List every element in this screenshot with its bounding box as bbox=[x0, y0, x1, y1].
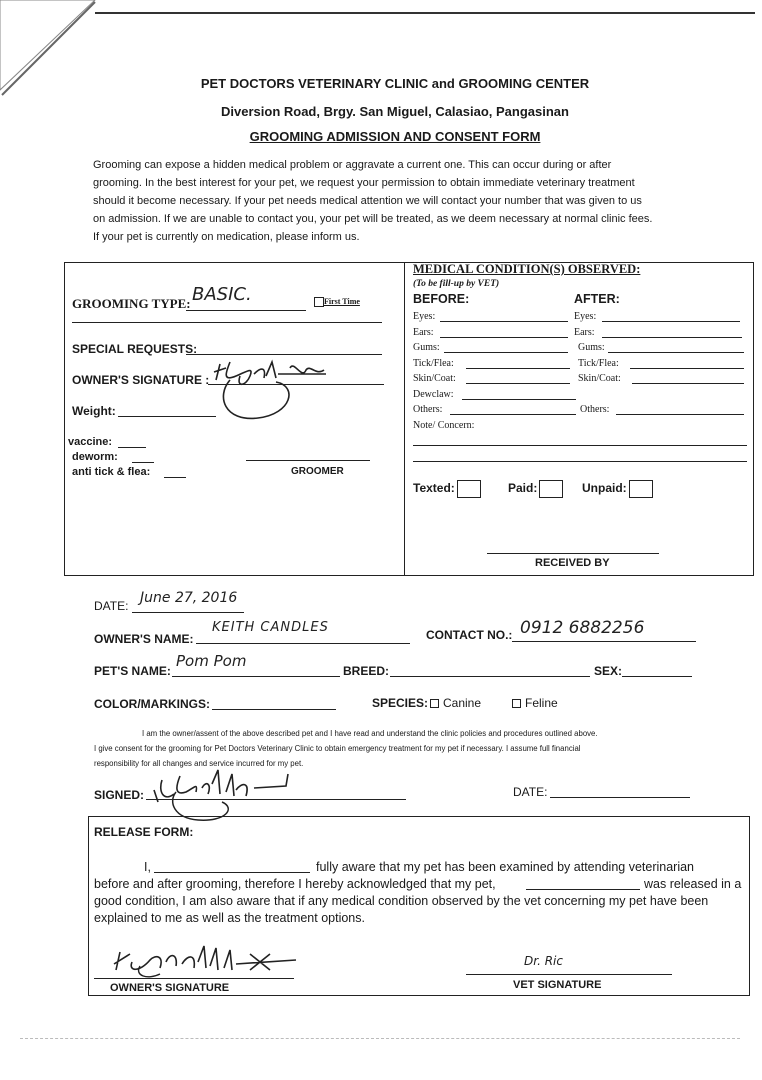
color-label: COLOR/MARKINGS: bbox=[94, 697, 210, 711]
before-gums-label: Gums: bbox=[413, 342, 440, 353]
intro-line: should it become necessary. If your pet needs medical attention we will contact your number that was given to us bbox=[93, 195, 642, 207]
after-tickflea-label: Tick/Flea: bbox=[578, 358, 619, 369]
breed-label: BREED: bbox=[343, 664, 390, 678]
owner-signature-label: OWNER'S SIGNATURE : bbox=[72, 373, 210, 387]
texted-label bbox=[413, 480, 481, 498]
grooming-type-value: BASIC. bbox=[192, 284, 252, 305]
owner-name-value: KEITH CANDLES bbox=[212, 620, 329, 635]
medical-title: MEDICAL CONDITION(S) OBSERVED: bbox=[413, 262, 641, 276]
release-p1-end: fully aware that my pet has been examined by attending veterinarian bbox=[316, 860, 695, 874]
note-line-1 bbox=[413, 445, 747, 446]
first-time-label: First Time bbox=[324, 297, 360, 306]
paid-checkbox[interactable] bbox=[539, 480, 563, 498]
before-others-label: Others: bbox=[413, 404, 443, 415]
before-skincoat-label: Skin/Coat: bbox=[413, 373, 456, 384]
after-others-label: Others: bbox=[580, 404, 610, 415]
signed-label: SIGNED: bbox=[94, 788, 145, 802]
consent-line-1: I am the owner/assent of the above described pet and I have read and understand the clinic policies and procedures outlined above. bbox=[142, 729, 598, 738]
paid-label bbox=[508, 480, 563, 498]
unpaid-text: Unpaid: bbox=[582, 481, 627, 496]
species-canine-option[interactable] bbox=[430, 696, 481, 710]
before-gums-line bbox=[444, 352, 568, 353]
intro-line: on admission. If we are unable to contact you, your pet will be treated, as we deem necessary at normal clinic fees. bbox=[93, 213, 653, 225]
release-p2-end: was released in a bbox=[644, 877, 742, 891]
first-time-checkbox[interactable] bbox=[314, 297, 324, 307]
after-eyes-label: Eyes: bbox=[574, 311, 597, 322]
date-line bbox=[132, 612, 244, 613]
color-line bbox=[212, 709, 336, 710]
consent-date-label: DATE: bbox=[513, 785, 548, 799]
consent-line-2: I give consent for the grooming for Pet Doctors Veterinary Clinic to obtain emergency treatment for my pet if necessary. I assume full financial bbox=[94, 744, 581, 753]
texted-text: Texted: bbox=[413, 481, 455, 496]
anti-tick-label: anti tick & flea: bbox=[72, 466, 151, 478]
feline-checkbox[interactable] bbox=[512, 699, 521, 708]
anti-tick-line bbox=[164, 477, 186, 478]
contact-line bbox=[512, 641, 696, 642]
owner-signature-scribble bbox=[206, 356, 351, 426]
before-dewclaw-line bbox=[462, 399, 576, 400]
deworm-label: deworm: bbox=[72, 451, 118, 463]
feline-text: Feline bbox=[525, 696, 558, 710]
after-ears-line bbox=[602, 337, 742, 338]
vaccine-label: vaccine: bbox=[68, 436, 113, 448]
before-ears-label: Ears: bbox=[413, 327, 434, 338]
before-skincoat-line bbox=[466, 383, 570, 384]
intro-paragraph bbox=[93, 156, 713, 246]
grooming-type-line bbox=[186, 310, 306, 311]
vet-sig-label: VET SIGNATURE bbox=[513, 979, 602, 991]
after-gums-line bbox=[608, 352, 744, 353]
before-eyes-label: Eyes: bbox=[413, 311, 436, 322]
after-gums-label: Gums: bbox=[578, 342, 605, 353]
owner-name-label: OWNER'S NAME: bbox=[94, 632, 194, 646]
date-value: June 27, 2016 bbox=[140, 590, 238, 606]
after-skincoat-line bbox=[632, 383, 744, 384]
release-owner-sig-line bbox=[94, 978, 294, 979]
release-owner-sig-label: OWNER'S SIGNATURE bbox=[110, 982, 230, 994]
note-label: Note/ Concern: bbox=[413, 420, 475, 431]
weight-label: Weight: bbox=[72, 404, 116, 418]
after-others-line bbox=[616, 414, 744, 415]
clinic-address: Diversion Road, Brgy. San Miguel, Calasiao, Pangasinan bbox=[221, 104, 569, 119]
consent-line-3: responsibility for all changes and service incurred for my pet. bbox=[94, 759, 304, 768]
received-by-line bbox=[487, 553, 659, 554]
consent-date-line bbox=[550, 797, 690, 798]
form-title: GROOMING ADMISSION AND CONSENT FORM bbox=[249, 129, 541, 144]
canine-checkbox[interactable] bbox=[430, 699, 439, 708]
release-p4: explained to me as well as the treatment options. bbox=[94, 911, 365, 925]
grooming-type-label: GROOMING TYPE: bbox=[72, 296, 191, 311]
groomer-line bbox=[246, 460, 370, 461]
intro-line: Grooming can expose a hidden medical problem or aggravate a current one. This can occur during or after bbox=[93, 159, 612, 171]
release-p1-start: I, bbox=[144, 860, 151, 874]
texted-checkbox[interactable] bbox=[457, 480, 481, 498]
weight-line bbox=[118, 416, 216, 417]
after-skincoat-label: Skin/Coat: bbox=[578, 373, 621, 384]
special-requests-line bbox=[186, 354, 382, 355]
scan-edge-bottom bbox=[20, 1038, 740, 1039]
received-by-label: RECEIVED BY bbox=[535, 557, 610, 569]
species-feline-option[interactable] bbox=[512, 696, 558, 710]
release-p3: good condition, I am also aware that if any medical condition observed by the vet concerning my pet have been bbox=[94, 894, 709, 908]
scan-edge-top bbox=[95, 12, 755, 18]
medical-subtitle: (To be fill-up by VET) bbox=[413, 279, 500, 289]
vet-sig-line bbox=[466, 974, 672, 975]
before-ears-line bbox=[440, 337, 568, 338]
intro-line: grooming. In the best interest for your pet, we request your permission to obtain immediate veterinary treatment bbox=[93, 177, 635, 189]
release-title: RELEASE FORM: bbox=[94, 825, 194, 839]
pet-name-line bbox=[172, 676, 340, 677]
breed-line bbox=[390, 676, 590, 677]
sex-label: SEX: bbox=[594, 664, 623, 678]
after-label: AFTER: bbox=[574, 292, 620, 306]
before-tickflea-line bbox=[466, 368, 570, 369]
date-label: DATE: bbox=[94, 599, 129, 613]
species-label: SPECIES: bbox=[372, 696, 429, 710]
release-name-line bbox=[154, 872, 310, 873]
after-tickflea-line bbox=[630, 368, 744, 369]
box-divider bbox=[404, 262, 405, 576]
paid-text: Paid: bbox=[508, 481, 538, 496]
release-pet-line bbox=[526, 889, 640, 890]
deworm-line bbox=[132, 462, 154, 463]
clinic-name: PET DOCTORS VETERINARY CLINIC and GROOMING CENTER bbox=[200, 76, 590, 91]
grooming-extra-line bbox=[72, 322, 382, 323]
before-others-line bbox=[450, 414, 576, 415]
sex-line bbox=[622, 676, 692, 677]
canine-text: Canine bbox=[443, 696, 482, 710]
groomer-label: GROOMER bbox=[291, 466, 344, 477]
after-eyes-line bbox=[602, 321, 740, 322]
before-dewclaw-label: Dewclaw: bbox=[413, 389, 454, 400]
contact-label: CONTACT NO.: bbox=[426, 628, 513, 642]
vaccine-line bbox=[118, 447, 146, 448]
special-requests-label: SPECIAL REQUESTS: bbox=[72, 342, 198, 356]
vet-signature-value: Dr. Ric bbox=[524, 954, 563, 968]
contact-value: 0912 6882256 bbox=[520, 618, 645, 638]
unpaid-checkbox[interactable] bbox=[629, 480, 653, 498]
after-ears-label: Ears: bbox=[574, 327, 595, 338]
before-tickflea-label: Tick/Flea: bbox=[413, 358, 454, 369]
before-eyes-line bbox=[440, 321, 568, 322]
before-label: BEFORE: bbox=[413, 292, 470, 306]
unpaid-label bbox=[582, 480, 653, 498]
owner-name-line bbox=[196, 643, 410, 644]
note-line-2 bbox=[413, 461, 747, 462]
intro-line: If your pet is currently on medication, please inform us. bbox=[93, 231, 360, 243]
release-p2-start: before and after grooming, therefore I hereby acknowledged that my pet, bbox=[94, 877, 496, 891]
pet-name-value: Pom Pom bbox=[176, 652, 247, 670]
pet-name-label: PET'S NAME: bbox=[94, 664, 171, 678]
